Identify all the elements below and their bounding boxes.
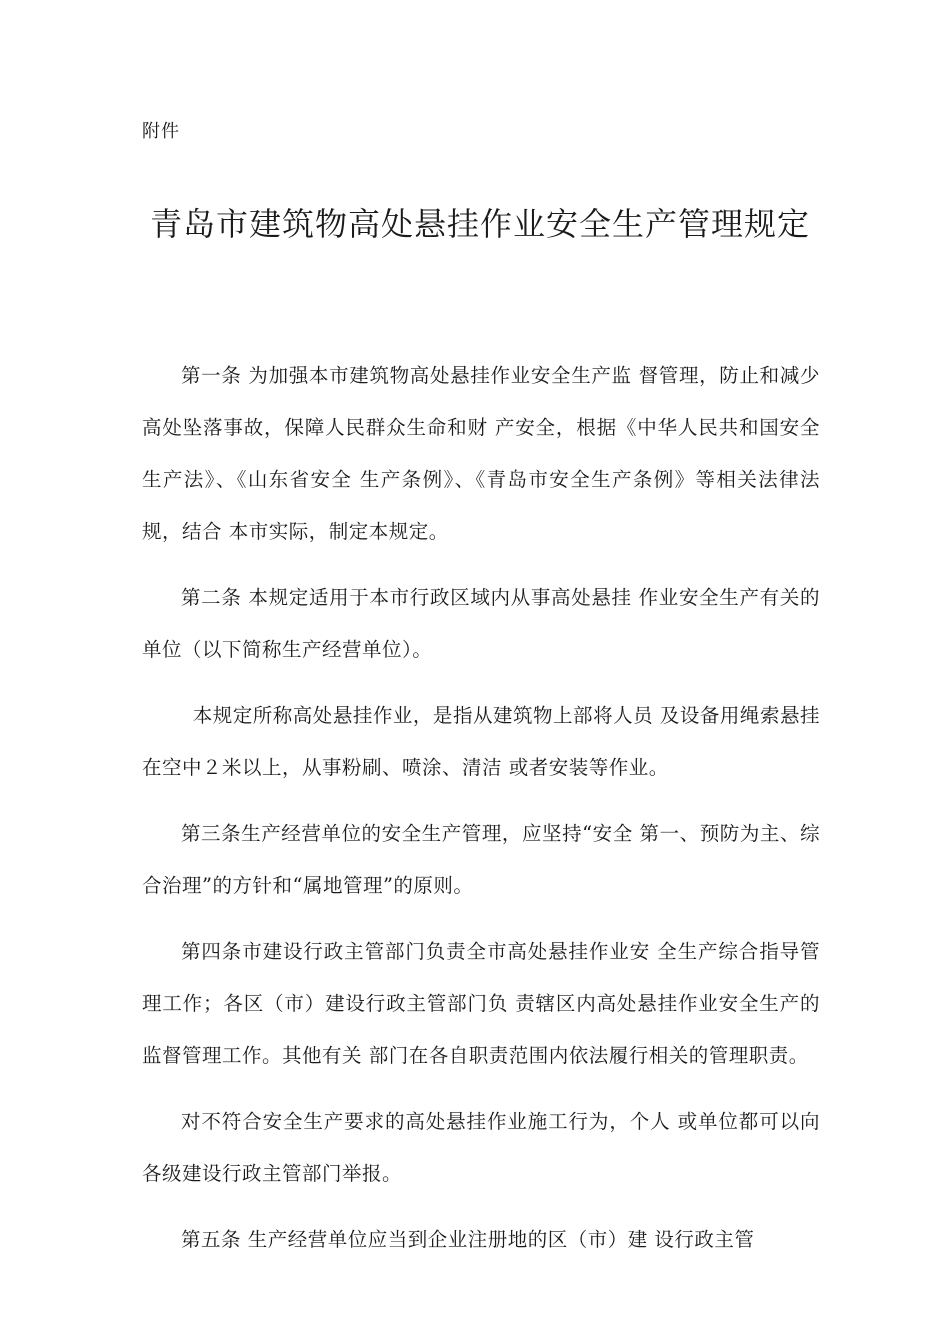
paragraph-article-5: 第五条 生产经营单位应当到企业注册地的区（市）建 设行政主管 [181,1228,755,1251]
document-title: 青岛市建筑物高处悬挂作业安全生产管理规定 [149,205,810,243]
paragraph-article-3: 第三条生产经营单位的安全生产管理，应坚持“安全 第一、预防为主、综合治理”的方针和“属地管理”的原则。 [142,822,820,897]
paragraph-definition: 本规定所称高处悬挂作业，是指从建筑物上部将人员 及设备用绳索悬挂在空中２米以上，从事粉刷、喷涂、清洁 或者安装等作业。 [142,704,820,779]
paragraph-article-4: 第四条市建设行政主管部门负责全市高处悬挂作业安 全生产综合指导管理工作；各区（市）建设行政主管部门负 责辖区内高处悬挂作业安全生产的监督管理工作。其他有关 部门在各自职责范围内依法履行相关的管理职责。 [142,940,820,1067]
paragraph-article-2: 第二条 本规定适用于本市行政区域内从事高处悬挂 作业安全生产有关的单位（以下简称生产经营单位）。 [142,586,820,661]
attachment-label: 附件 [142,121,180,142]
paragraph-article-1: 第一条 为加强本市建筑物高处悬挂作业安全生产监 督管理，防止和减少高处坠落事故，保障人民群众生命和财 产安全，根据《中华人民共和国安全生产法》、《山东省安全 生产条例》、《青岛市安全生产条例》等相关法律法规，结合 本市实际，制定本规定。 [142,364,820,543]
document-body [142,350,820,1280]
paragraph-reporting: 对不符合安全生产要求的高处悬挂作业施工行为，个人 或单位都可以向各级建设行政主管部门举报。 [142,1110,820,1185]
